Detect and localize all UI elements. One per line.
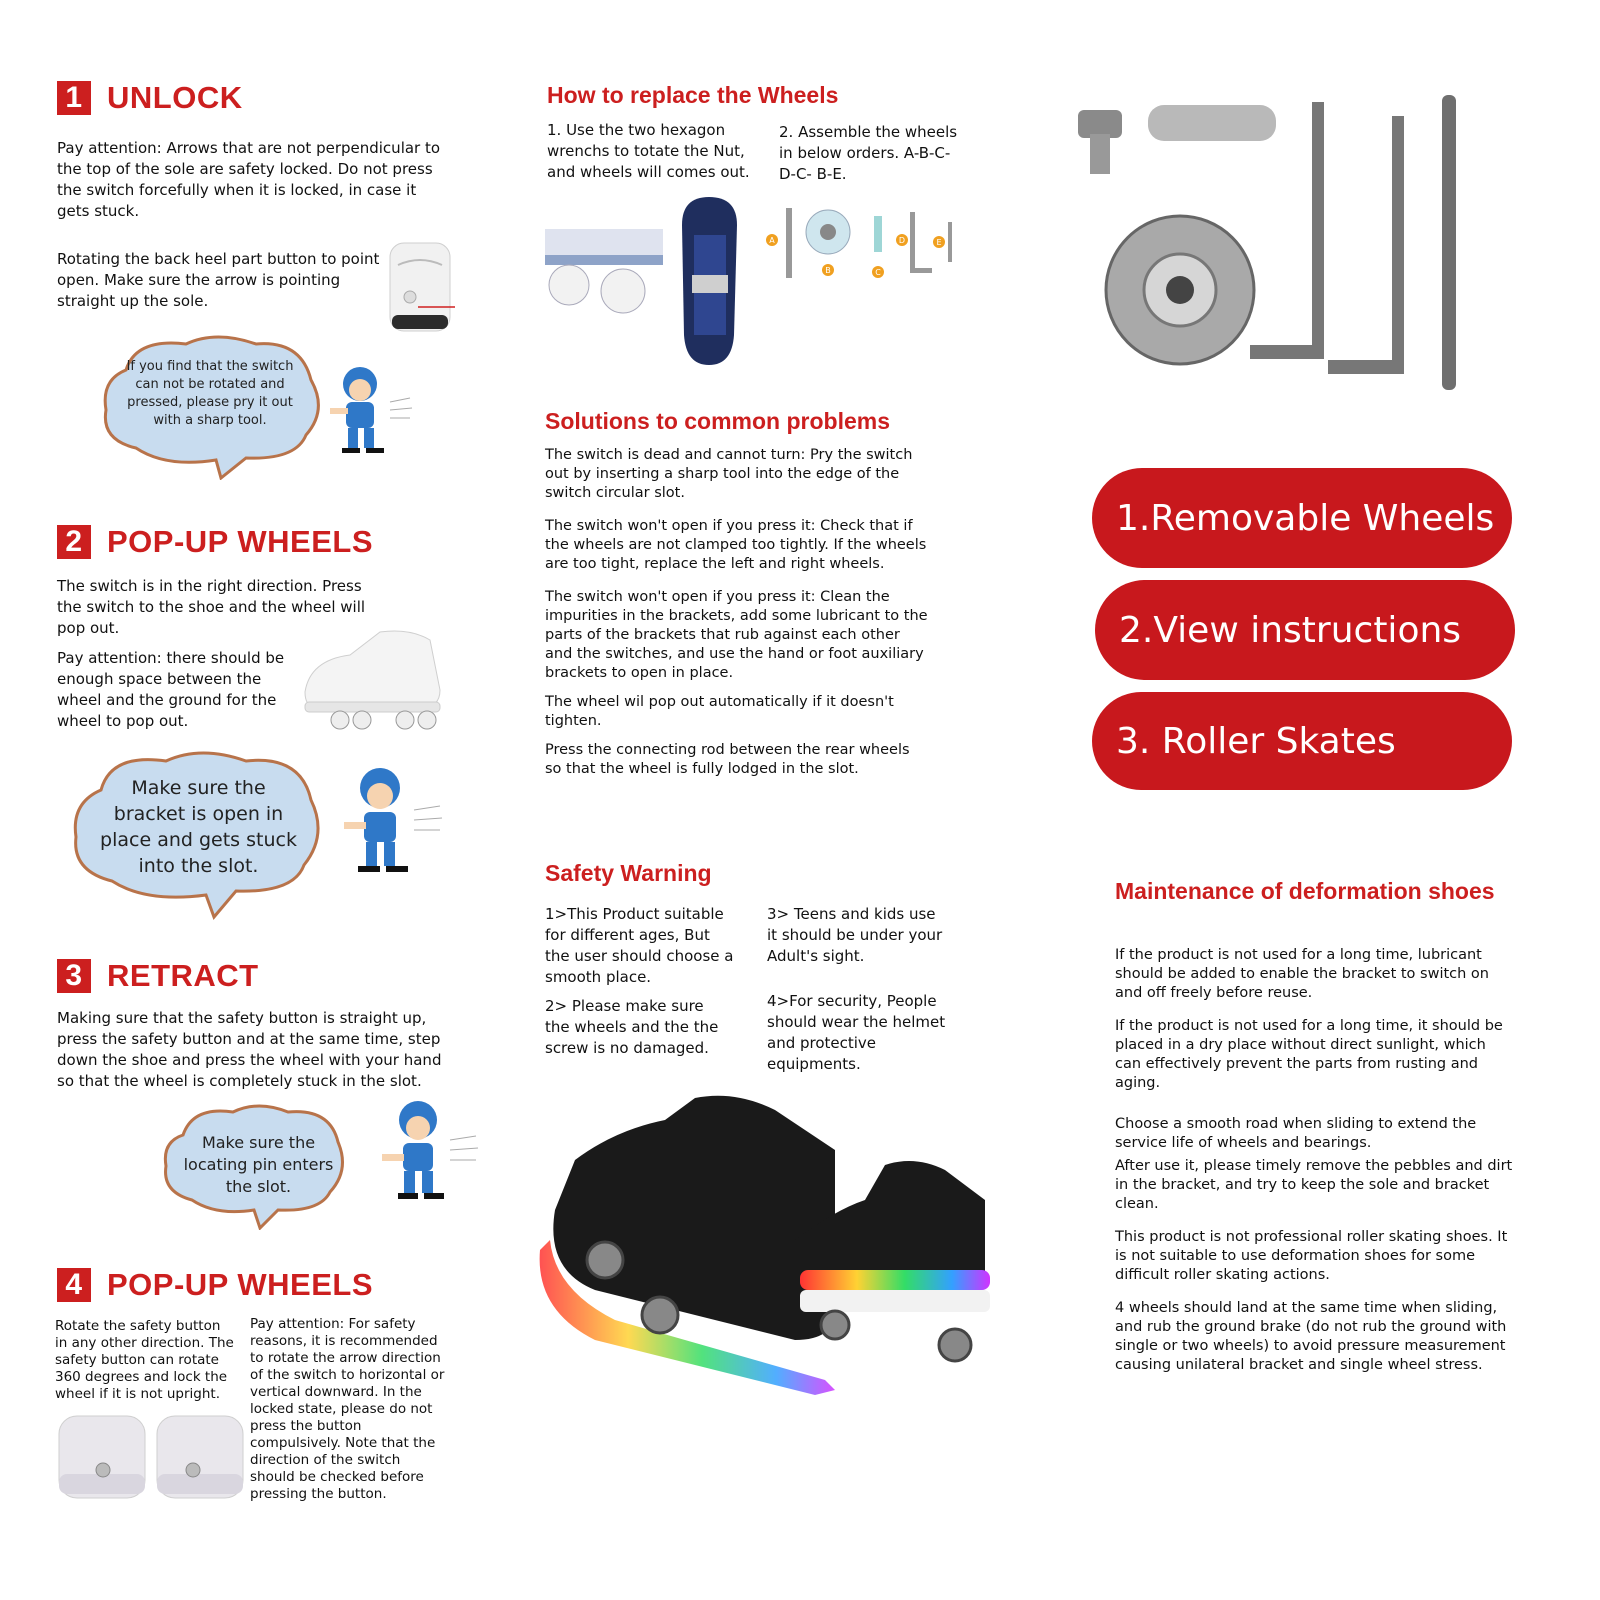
step-4-paragraph-2: Pay attention: For safety reasons, it is recommended to rotate the arrow direction of the switch to horizontal or vertical downward. In the locked state, please do not press the button compulsively. Note that the direction of the switch should be checked before pressing the button. [250,1316,445,1502]
feature-view-instructions [1095,580,1515,680]
solution-item: The switch won't open if you press it: Clean the impurities in the brackets, add some lubricant to the parts of the brackets that rub against each other and the switches, and use the hand or foot auxiliary brackets to open in place. [545,589,928,681]
wheel-parts-diagram [762,202,967,287]
step-2-number: 2 [57,525,91,559]
step-3-title: RETRACT [107,958,259,993]
feature-removable-wheels-label: 1.Removable Wheels [1116,497,1495,539]
feature-view-instructions-label: 2.View instructions [1119,609,1462,651]
step-4-paragraph-1: Rotate the safety button in any other direction. The safety button can rotate 360 degrees and lock the wheel if it is not upright. [55,1318,234,1402]
part-label-a: A [769,236,775,245]
safety-warning-4: 4>For security, People should wear the helmet and protective equipments. [767,992,946,1073]
step-3-number: 3 [57,959,91,993]
step-2-paragraph-1: The switch is in the right direction. Press the switch to the shoe and the wheel will pop out. [57,577,366,637]
solution-item: The wheel wil pop out automatically if it doesn't tighten. [545,694,894,729]
step-1-heading [57,80,243,116]
step-3-heading [57,958,259,994]
safety-warning-title: Safety Warning [545,860,712,886]
step-1-paragraph-1: Pay attention: Arrows that are not perpendicular to the top of the sole are safety locked. Do not press the switch forcefully when it is locked, in case it gets stuck. [57,139,441,220]
tip-cloud-3-text: Make sure the locating pin enters the slot. [183,1133,334,1196]
feature-roller-skates [1092,692,1512,790]
feature-removable-wheels [1092,468,1512,568]
tip-cloud-1-text: If you find that the switch can not be rotated and pressed, please pry it out with a sharp tool. [126,359,294,428]
safety-warning-3: 3> Teens and kids use it should be under your Adult's sight. [767,905,943,965]
white-sneaker-image [300,620,450,740]
kid-skater-2-image [336,764,451,884]
step-1-title: UNLOCK [107,80,243,115]
step-1-number: 1 [57,81,91,115]
solution-item: The switch won't open if you press it: Check that if the wheels are not clamped too tightly. If the wheels are too tight, replace the left and right wheels. [545,518,927,572]
part-label-b: B [825,266,831,275]
maintenance-item: Choose a smooth road when sliding to extend the service life of wheels and bearings. [1115,1116,1477,1151]
maintenance-item: After use it, please timely remove the pebbles and dirt in the bracket, and try to keep the sole and bracket clean. [1115,1158,1513,1212]
replace-wheels-title: How to replace the Wheels [547,82,839,108]
maintenance-item: If the product is not used for a long time, lubricant should be added to enable the bracket to switch on and off freely before reuse. [1115,947,1489,1001]
step-3-paragraph: Making sure that the safety button is straight up, press the safety button and at the same time, step down the shoe and press the wheel with your hand so that the wheel is completely stuck in the slot. [57,1009,442,1090]
kid-skater-1-image [322,362,422,462]
kid-skater-3-image [376,1098,486,1213]
maintenance-item: If the product is not used for a long time, it should be placed in a dry place without direct sunlight, which can effectively prevent the parts from rusting and aging. [1115,1018,1503,1091]
solution-item: The switch is dead and cannot turn: Pry the switch out by inserting a sharp tool into the edge of the switch circular slot. [545,447,913,501]
shoe-sole-image [672,195,747,370]
step-4-title: POP-UP WHEELS [107,1267,374,1302]
maintenance-title: Maintenance of deformation shoes [1115,878,1495,904]
solutions-list [545,446,930,779]
safety-warning-2: 2> Please make sure the wheels and the the screw is no damaged. [545,997,719,1057]
tip-cloud-2-text: Make sure the bracket is open in place and gets stuck into the slot. [100,777,297,877]
part-label-d: D [898,236,906,245]
heel-button-images [55,1412,245,1502]
safety-warning-1: 1>This Product suitable for different ages, But the user should choose a smooth place. [545,905,734,986]
feature-roller-skates-label: 3. Roller Skates [1116,720,1396,762]
part-label-c: C [875,268,881,277]
maintenance-list [1115,946,1515,1375]
step-1-paragraph-2: Rotating the back heel part button to point open. Make sure the arrow is pointing straight up the sole. [57,250,380,310]
wheel-hardware-image [1070,90,1490,405]
maintenance-item: 4 wheels should land at the same time when sliding, and rub the ground brake (do not rub the ground with single or two wheels) to avoid pressure measurement causing unilateral bracket and single wheel stress. [1115,1300,1507,1373]
step-2-title: POP-UP WHEELS [107,524,374,559]
maintenance-item: This product is not professional roller skating shoes. It is not suitable to use deformation shoes for some difficult roller skating actions. [1115,1229,1508,1283]
solutions-title: Solutions to common problems [545,408,891,434]
step-2-heading [57,524,373,560]
step-4-heading [57,1267,373,1303]
step-4-number: 4 [57,1268,91,1302]
led-roller-shoes-image [535,1090,1005,1410]
step-2-paragraph-2: Pay attention: there should be enough space between the wheel and the ground for the wheel to pop out. [57,649,285,730]
skate-wheels-side-image [545,225,665,320]
replace-step-1: 1. Use the two hexagon wrenchs to totate the Nut, and wheels will comes out. [547,121,750,181]
part-label-e: E [936,238,942,247]
solution-item: Press the connecting rod between the rear wheels so that the wheel is fully lodged in the slot. [545,742,910,777]
replace-step-2: 2. Assemble the wheels in below orders. A-B-C-D-C- B-E. [779,123,958,183]
shoe-heel-image [380,235,480,340]
